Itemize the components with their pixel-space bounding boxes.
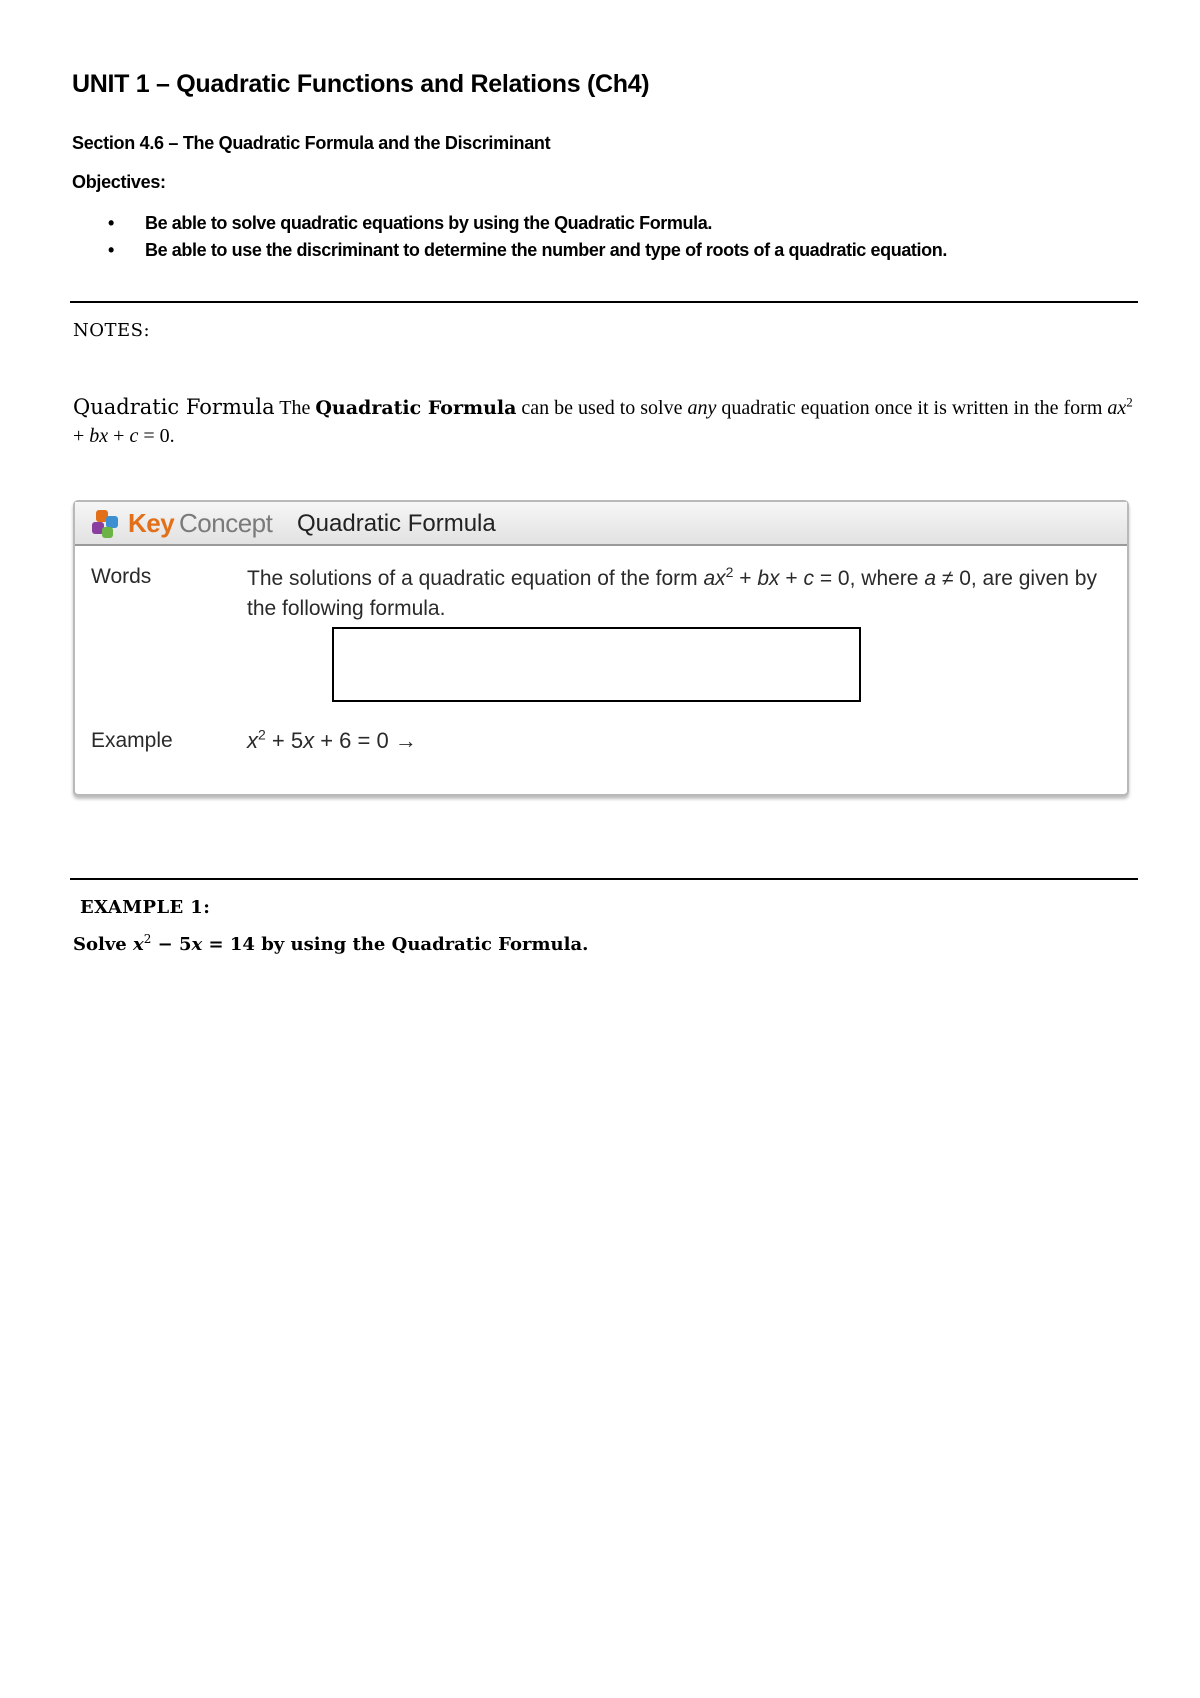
- words-exp: 2: [725, 564, 734, 580]
- example-1-text: = 14 by using the Quadratic Formula.: [202, 934, 589, 955]
- qf-any: any: [687, 397, 717, 419]
- divider: [70, 301, 1138, 303]
- qf-form-exp: 2: [1126, 394, 1133, 410]
- words-text-part: +: [733, 567, 758, 590]
- bullet-icon: •: [108, 240, 114, 260]
- qf-bold: Quadratic Formula: [315, 397, 517, 419]
- example-1-text: Solve: [73, 934, 134, 955]
- divider: [70, 878, 1138, 880]
- bullet-icon: •: [108, 213, 114, 233]
- key-concept-box: [73, 500, 1129, 796]
- objective-item: [72, 210, 947, 237]
- words-label: Words: [91, 565, 152, 588]
- qf-form-plus: +: [73, 425, 90, 447]
- key-concept-key: Key: [128, 508, 175, 538]
- words-var-b: bx: [757, 567, 780, 590]
- qf-form-b: bx: [89, 425, 109, 447]
- words-text-part: = 0, where: [814, 567, 925, 590]
- example-1-label: EXAMPLE 1:: [80, 897, 211, 918]
- example-1-text: − 5: [151, 934, 192, 955]
- example-1-exp: 2: [143, 932, 152, 946]
- notes-label: NOTES:: [73, 320, 151, 341]
- qf-form-c: c: [129, 425, 139, 447]
- example-text: + 5: [265, 728, 304, 753]
- example-1-var-x: x: [191, 934, 203, 955]
- qf-text: quadratic equation once it is written in the form: [721, 397, 1103, 419]
- objective-text: Be able to use the discriminant to determine the number and type of roots of a quadratic equation.: [145, 240, 947, 260]
- objectives-label: Objectives:: [72, 172, 166, 192]
- words-var-c: c: [803, 567, 814, 590]
- page-title: UNIT 1 – Quadratic Functions and Relations (Ch4): [72, 70, 650, 98]
- qf-lead: Quadratic Formula: [73, 395, 275, 419]
- qf-form-end: = 0.: [138, 425, 175, 447]
- quadratic-formula-paragraph: [73, 393, 1133, 450]
- formula-answer-box[interactable]: [332, 627, 861, 702]
- qf-text: The: [279, 397, 311, 419]
- example-text: + 6 = 0 →: [314, 728, 417, 753]
- key-concept-header: [75, 502, 1127, 546]
- words-text-part: The solutions of a quadratic equation of the form: [247, 567, 704, 590]
- words-var-a: ax: [703, 567, 726, 590]
- qf-text: can be used to solve: [521, 397, 683, 419]
- section-heading: Section 4.6 – The Quadratic Formula and the Discriminant: [72, 133, 551, 153]
- objective-text: Be able to solve quadratic equations by using the Quadratic Formula.: [145, 213, 712, 233]
- example-var-x: x: [247, 728, 258, 753]
- words-var-a: a: [924, 567, 936, 590]
- objective-item: [72, 237, 947, 264]
- words-text-part: +: [779, 567, 804, 590]
- key-concept-concept: Concept: [179, 508, 273, 538]
- example-equation: [247, 728, 417, 754]
- qf-form-plus: +: [108, 425, 130, 447]
- words-text: [247, 564, 1107, 624]
- example-1-prompt: [73, 934, 588, 955]
- words-text-part: ≠ 0, are given by the following formula.: [247, 567, 1097, 620]
- key-concept-title: Quadratic Formula: [297, 510, 496, 537]
- example-1-var-x: x: [133, 934, 144, 955]
- objectives-list: [72, 210, 947, 264]
- example-label: Example: [91, 729, 173, 752]
- example-exp: 2: [258, 726, 266, 743]
- key-concept-logo-icon: [89, 507, 123, 541]
- qf-form-a: ax: [1107, 397, 1127, 419]
- example-var-x: x: [303, 728, 315, 753]
